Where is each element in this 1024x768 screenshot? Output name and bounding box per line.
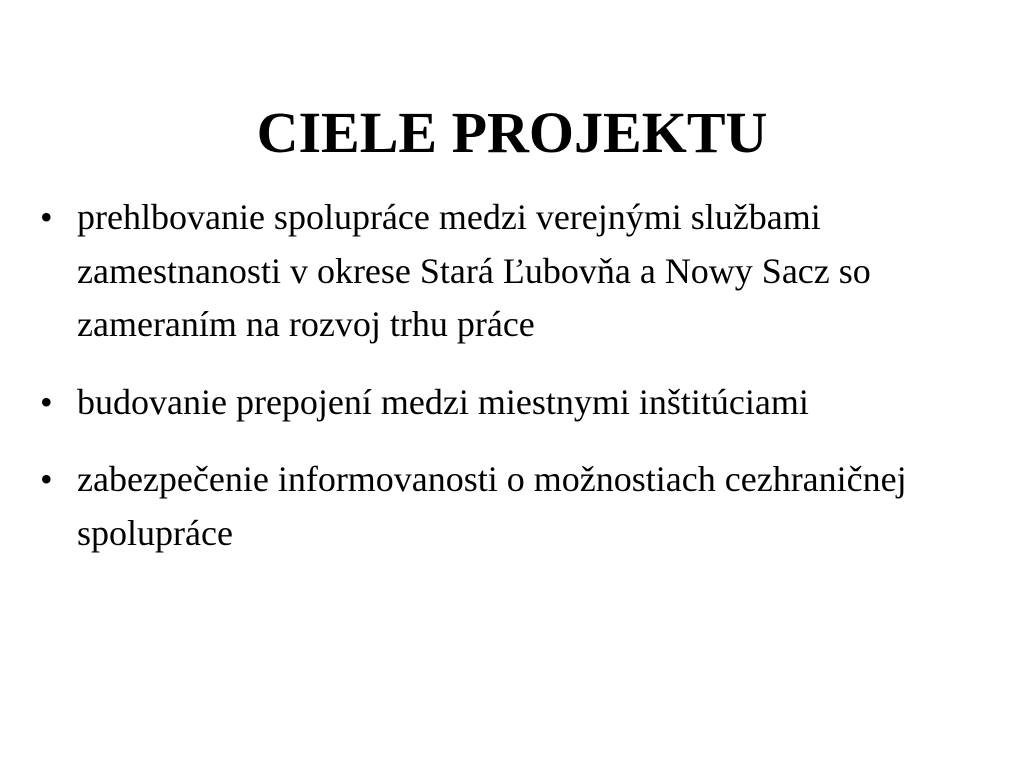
bullet-item	[40, 453, 1010, 560]
bullet-list	[40, 191, 1010, 584]
bullet-text: prehlbovanie spolupráce medzi verejnými službami zamestnanosti v okrese Stará Ľubovňa a Nowy Sacz so zameraním na rozvoj trhu práce	[77, 197, 871, 344]
slide-title: CIELE PROJEKTU	[256, 100, 768, 165]
bullet-icon: •	[40, 459, 53, 499]
bullet-item	[40, 191, 1010, 352]
bullet-text: zabezpečenie informovanosti o možnostiach cezhraničnej spolupráce	[77, 459, 907, 553]
bullet-icon: •	[40, 381, 53, 422]
bullet-icon: •	[40, 197, 53, 237]
bullet-item	[40, 376, 1010, 430]
bullet-text: budovanie prepojení medzi miestnymi inštitúciami	[77, 381, 809, 422]
